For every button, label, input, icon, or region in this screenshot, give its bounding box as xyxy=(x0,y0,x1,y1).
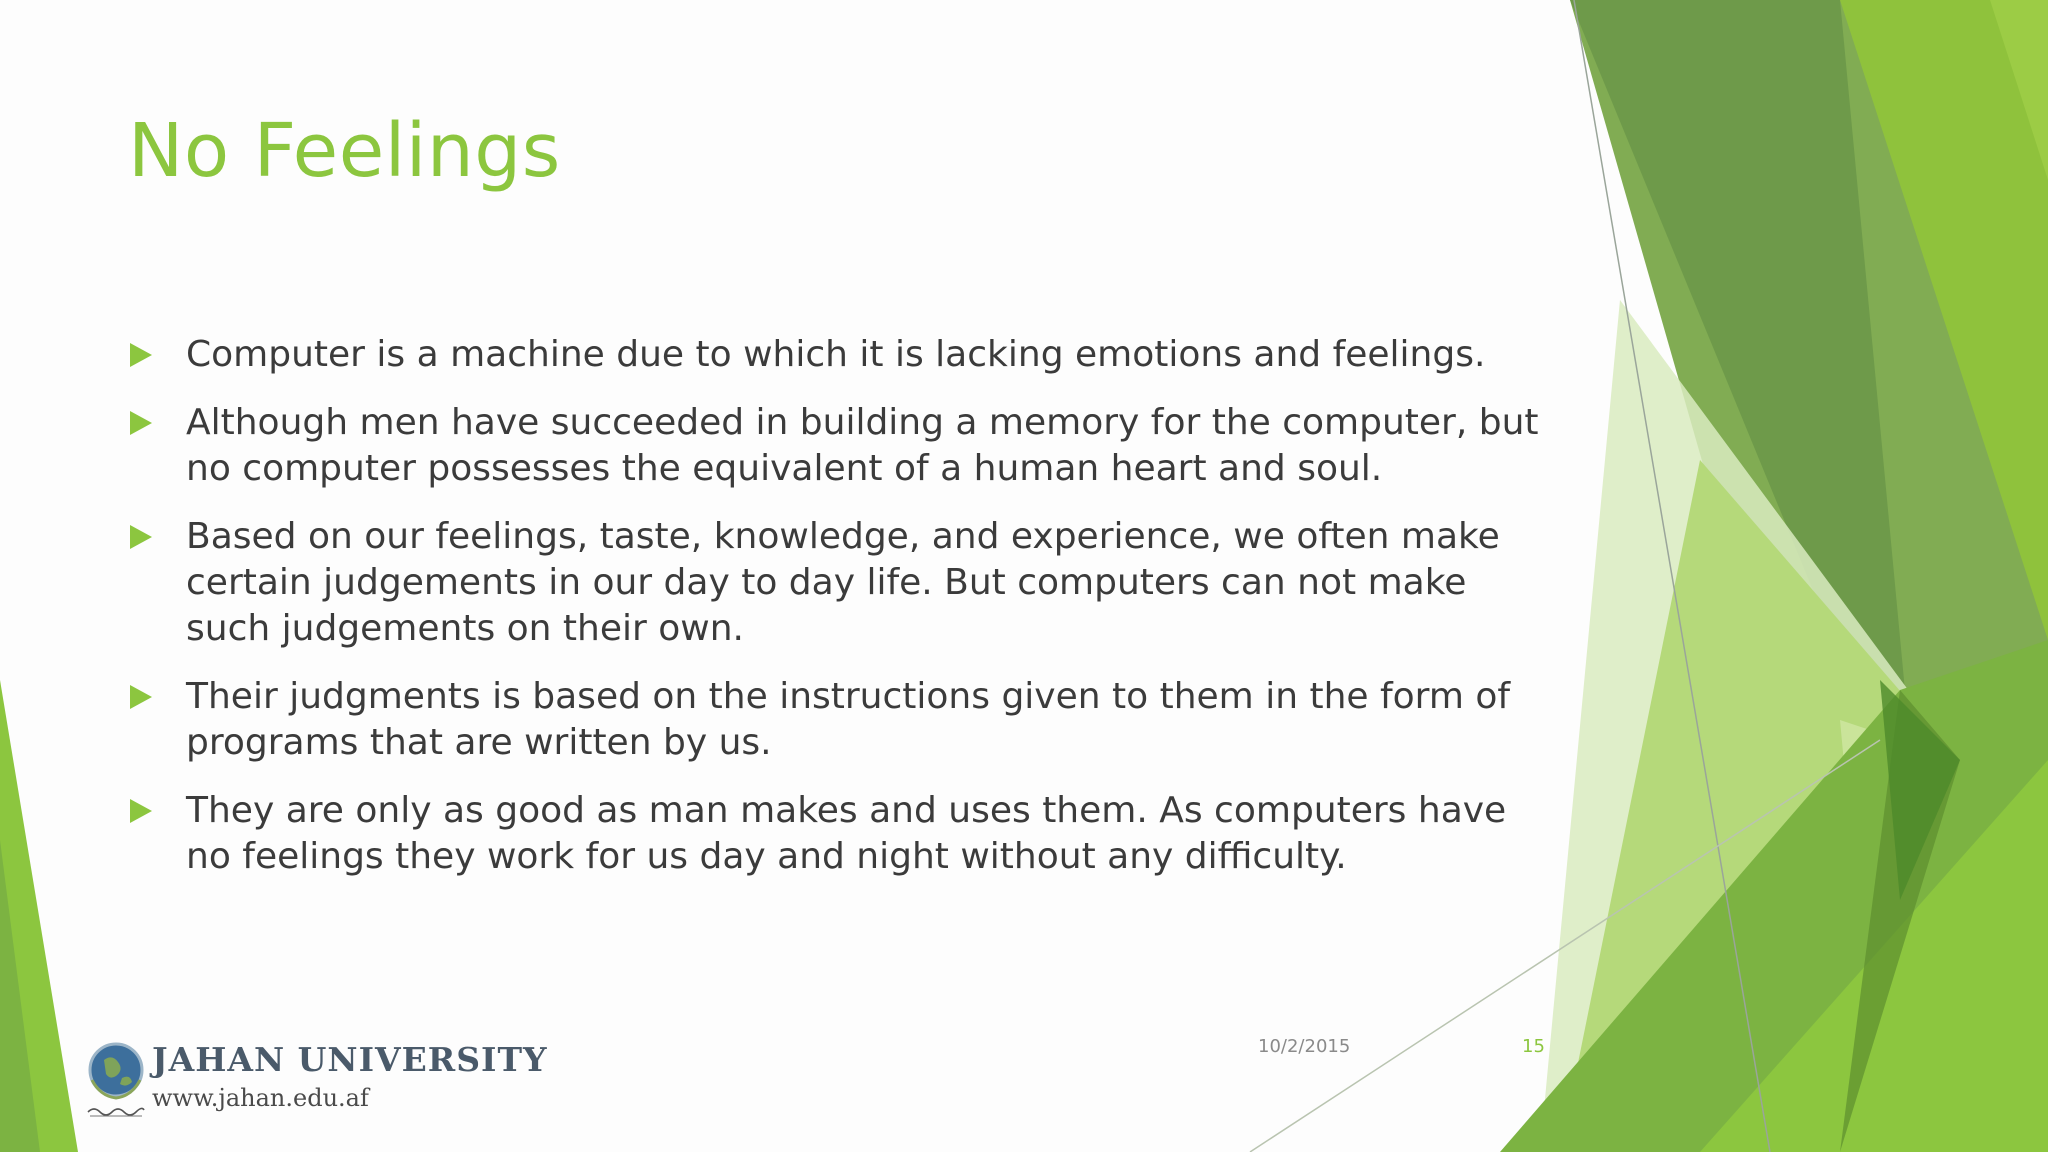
triangle-right-icon xyxy=(130,514,186,560)
globe-icon xyxy=(86,1040,146,1100)
triangle-right-icon xyxy=(130,788,186,834)
bullet-list xyxy=(130,332,1560,902)
bullet-text: Their judgments is based on the instructions given to them in the form of programs that are written by us. xyxy=(186,676,1511,763)
logo-url: www.jahan.edu.af xyxy=(152,1084,369,1112)
bullet-text: Computer is a machine due to which it is lacking emotions and feelings. xyxy=(186,334,1486,375)
bullet-text: Although men have succeeded in building a memory for the computer, but no computer possesses the equivalent of a human heart and soul. xyxy=(186,402,1539,489)
triangle-right-icon xyxy=(130,674,186,720)
university-logo xyxy=(86,1036,548,1120)
logo-name: JAHAN UNIVERSITY xyxy=(152,1040,548,1079)
slide-number: 15 xyxy=(1522,1036,1545,1057)
bullet-item xyxy=(130,514,1560,652)
slide-date: 10/2/2015 xyxy=(1258,1036,1351,1057)
bullet-item xyxy=(130,332,1560,378)
triangle-right-icon xyxy=(130,332,186,378)
bullet-item xyxy=(130,400,1560,492)
bullet-item xyxy=(130,788,1560,880)
bullet-text: They are only as good as man makes and uses them. As computers have no feelings they work for us day and night without any difficulty. xyxy=(186,790,1507,877)
bullet-text: Based on our feelings, taste, knowledge, and experience, we often make certain judgements in our day to day life. But computers can not make such judgements on their own. xyxy=(186,516,1500,649)
triangle-right-icon xyxy=(130,400,186,446)
bullet-item xyxy=(130,674,1560,766)
logo-arabic-script xyxy=(86,1104,146,1118)
slide-title: No Feelings xyxy=(128,108,561,194)
